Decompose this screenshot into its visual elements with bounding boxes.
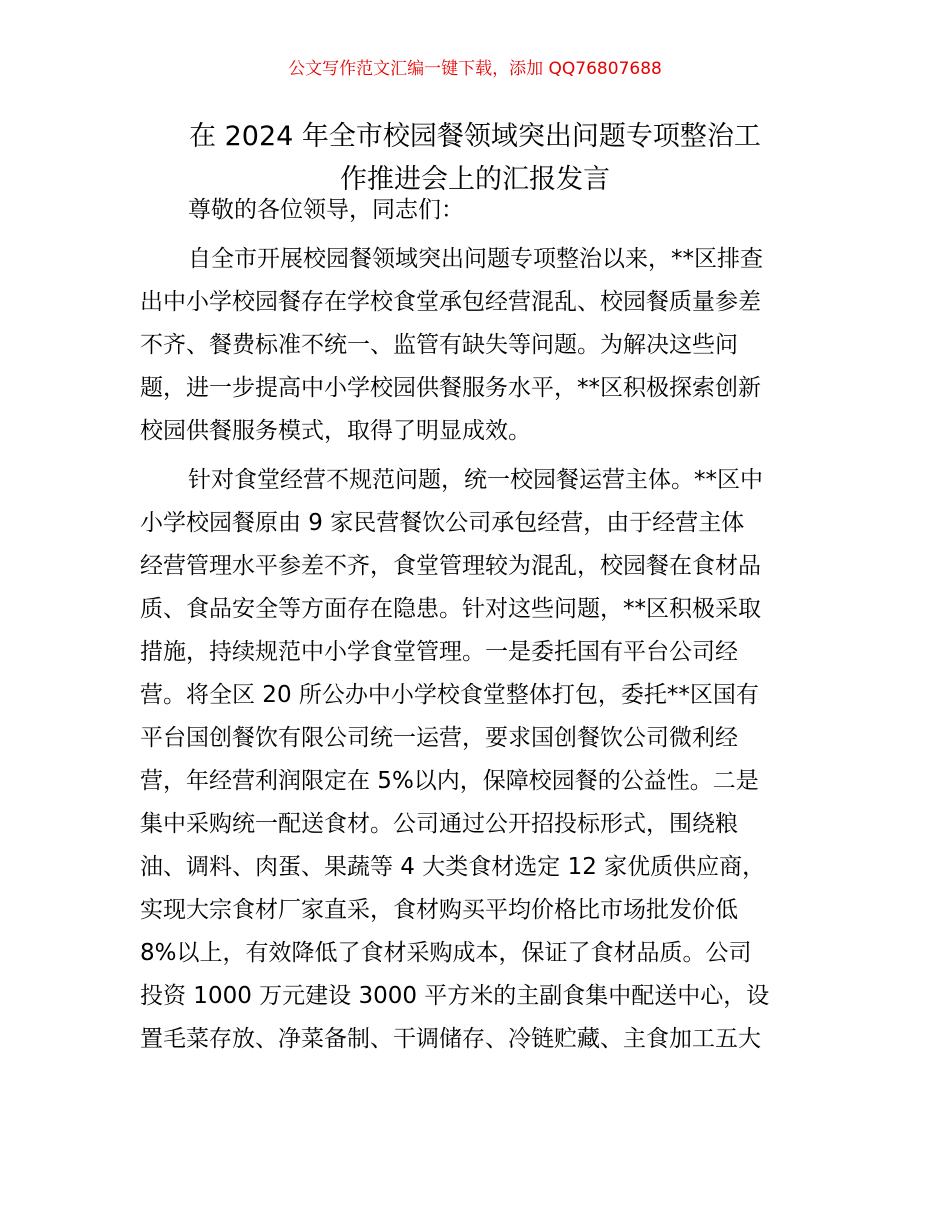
title-line: 作推进会上的汇报发言: [340, 164, 610, 195]
paragraph-canteen-operation: [140, 459, 820, 1061]
text-line: 集中采购统一配送食材。公司通过公开招投标形式，围绕粮: [140, 811, 738, 837]
text-line: 题，进一步提高中小学校园供餐服务水平，**区积极探索创新: [140, 375, 761, 401]
text-line: 平台国创餐饮有限公司统一运营，要求国创餐饮公司微利经: [140, 725, 738, 751]
text-line: 8%以上，有效降低了食材采购成本，保证了食材品质。公司: [140, 940, 752, 966]
text-line: 校园供餐服务模式，取得了明显成效。: [140, 418, 531, 444]
text-line: 小学校园餐原由 9 家民营餐饮公司承包经营，由于经营主体: [140, 510, 745, 536]
text-line: 不齐、餐费标准不统一、监管有缺失等问题。为解决这些问: [140, 332, 738, 358]
document-body: [140, 189, 820, 1067]
text-line: 出中小学校园餐存在学校食堂承包经营混乱、校园餐质量参差: [140, 289, 761, 315]
text-line: 营，年经营利润限定在 5%以内，保障校园餐的公益性。二是: [140, 768, 759, 794]
text-line: 针对食堂经营不规范问题，统一校园餐运营主体。**区中: [188, 467, 763, 493]
paragraph-intro: [140, 238, 820, 453]
text-line: 营。将全区 20 所公办中小学校食堂整体打包，委托**区国有: [140, 682, 759, 708]
text-line: 实现大宗食材厂家直采，食材购买平均价格比市场批发价低: [140, 897, 738, 923]
text-line: 置毛菜存放、净菜备制、干调储存、冷链贮藏、主食加工五大: [140, 1026, 761, 1052]
text-line: 经营管理水平参差不齐，食堂管理较为混乱，校园餐在食材品: [140, 553, 761, 579]
text-line: 措施，持续规范中小学食堂管理。一是委托国有平台公司经: [140, 639, 738, 665]
text-line: 自全市开展校园餐领域突出问题专项整治以来，**区排查: [188, 246, 763, 272]
text-line: 油、调料、肉蛋、果蔬等 4 大类食材选定 12 家优质供应商，: [140, 854, 766, 880]
salutation-text: 尊敬的各位领导，同志们：: [188, 197, 464, 223]
salutation: [140, 189, 820, 232]
download-watermark: 公文写作范文汇编一键下载，添加 QQ76807688: [288, 59, 662, 79]
text-line: 质、食品安全等方面存在隐患。针对这些问题，**区积极采取: [140, 596, 761, 622]
title-line: 在 2024 年全市校园餐领域突出问题专项整治工: [189, 121, 761, 152]
text-line: 投资 1000 万元建设 3000 平方米的主副食集中配送中心，设: [140, 983, 770, 1009]
